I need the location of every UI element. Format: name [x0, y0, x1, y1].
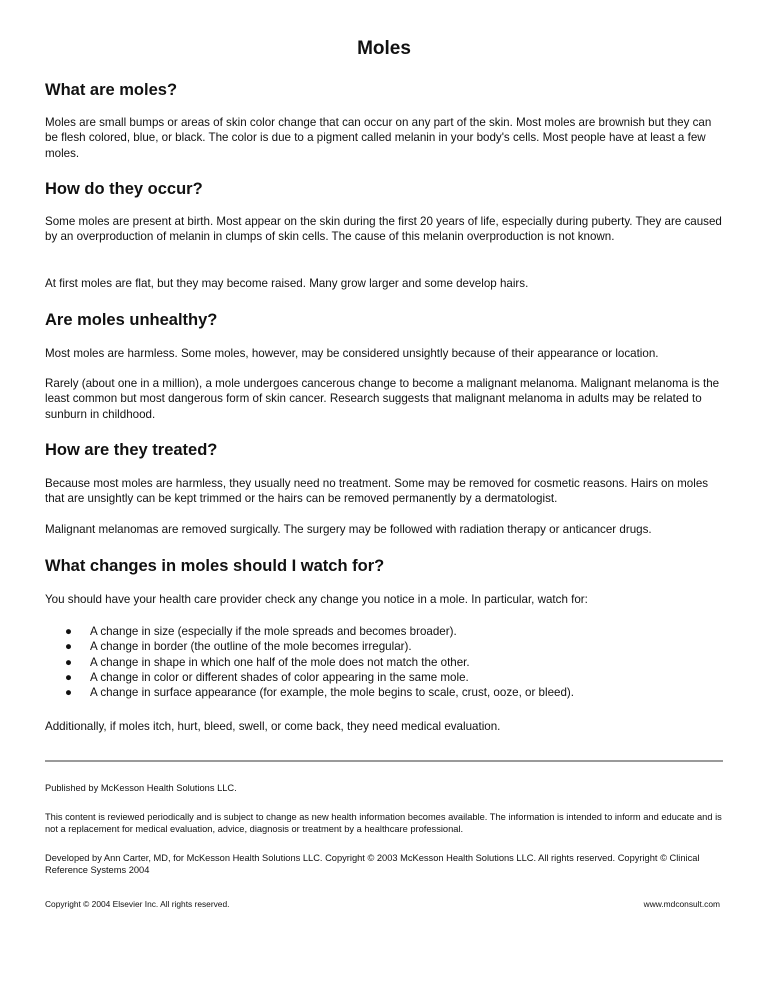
list-item-text: A change in size (especially if the mole spreads and becomes broader). [90, 625, 457, 638]
paragraph-occur-2: At first moles are flat, but they may become raised. Many grow larger and some develop hairs. [45, 277, 529, 290]
list-item [45, 685, 574, 700]
footer-divider [45, 760, 723, 762]
page-title: Moles [357, 38, 411, 59]
paragraph-what-are-moles: Moles are small bumps or areas of skin color change that can occur on any part of the skin. Most moles are brownish but they can be flesh colored, blue, or black. The color is due to a pigment called melanin in your body's cells. Most people have at least a few moles. [45, 116, 712, 160]
bullet-icon: ● [65, 640, 73, 654]
paragraph-unhealthy-1: Most moles are harmless. Some moles, however, may be considered unsightly because of their appearance or location. [45, 347, 659, 360]
heading-how-are-they-treated: How are they treated? [45, 441, 218, 459]
footer-publisher: Published by McKesson Health Solutions LLC. [45, 783, 237, 793]
bullet-icon: ● [65, 625, 73, 638]
list-item [45, 624, 574, 639]
footer-developer: Developed by Ann Carter, MD, for McKesson Health Solutions LLC. Copyright © 2003 McKesson Health Solutions LLC. All rights reserved. Copyright © Clinical Reference Systems 2004 [45, 853, 700, 875]
bullet-icon: ● [65, 686, 73, 700]
footer-website-link[interactable]: www.mdconsult.com [643, 899, 720, 909]
list-item [45, 639, 574, 654]
list-item [45, 655, 574, 670]
footer-copyright: Copyright © 2004 Elsevier Inc. All rights reserved. [45, 899, 230, 909]
bullet-icon: ● [65, 655, 73, 669]
list-item-text: A change in color or different shades of color appearing in the same mole. [90, 670, 469, 684]
changes-bullet-list [45, 624, 574, 700]
list-item [45, 670, 574, 685]
list-item-text: A change in border (the outline of the mole becomes irregular). [90, 640, 412, 654]
heading-what-are-moles: What are moles? [45, 81, 178, 99]
paragraph-watch-intro: You should have your health care provider check any change you notice in a mole. In particular, watch for: [45, 593, 588, 606]
list-item-text: A change in surface appearance (for example, the mole begins to scale, crust, ooze, or bleed). [90, 686, 574, 700]
paragraph-watch-closing: Additionally, if moles itch, hurt, bleed, swell, or come back, they need medical evaluation. [45, 720, 501, 733]
bullet-icon: ● [65, 670, 73, 684]
paragraph-treated-1: Because most moles are harmless, they usually need no treatment. Some may be removed for cosmetic reasons. Hairs on moles that are unsightly can be kept trimmed or the hairs can be removed permanently by a dermatologist. [45, 477, 709, 506]
paragraph-occur-1: Some moles are present at birth. Most appear on the skin during the first 20 years of life, especially during puberty. They are caused by an overproduction of melanin in clumps of skin cells. The cause of this melanin overproduction is not known. [45, 215, 722, 244]
paragraph-treated-2: Malignant melanomas are removed surgically. The surgery may be followed with radiation therapy or anticancer drugs. [45, 523, 652, 536]
heading-are-moles-unhealthy: Are moles unhealthy? [45, 311, 218, 329]
heading-what-changes: What changes in moles should I watch for? [45, 557, 385, 575]
paragraph-unhealthy-2: Rarely (about one in a million), a mole undergoes cancerous change to become a malignant melanoma. Malignant melanoma is the least common but most dangerous form of skin cancer. Research suggests that malignant melanoma in adults may be related to sunburn in childhood. [45, 377, 720, 421]
heading-how-do-they-occur: How do they occur? [45, 180, 203, 198]
footer-disclaimer: This content is reviewed periodically and is subject to change as new health information becomes available. The information is intended to inform and educate and is not a replacement for medical evaluation, advice, diagnosis or treatment by a healthcare professional. [45, 812, 722, 834]
list-item-text: A change in shape in which one half of the mole does not match the other. [90, 655, 470, 669]
